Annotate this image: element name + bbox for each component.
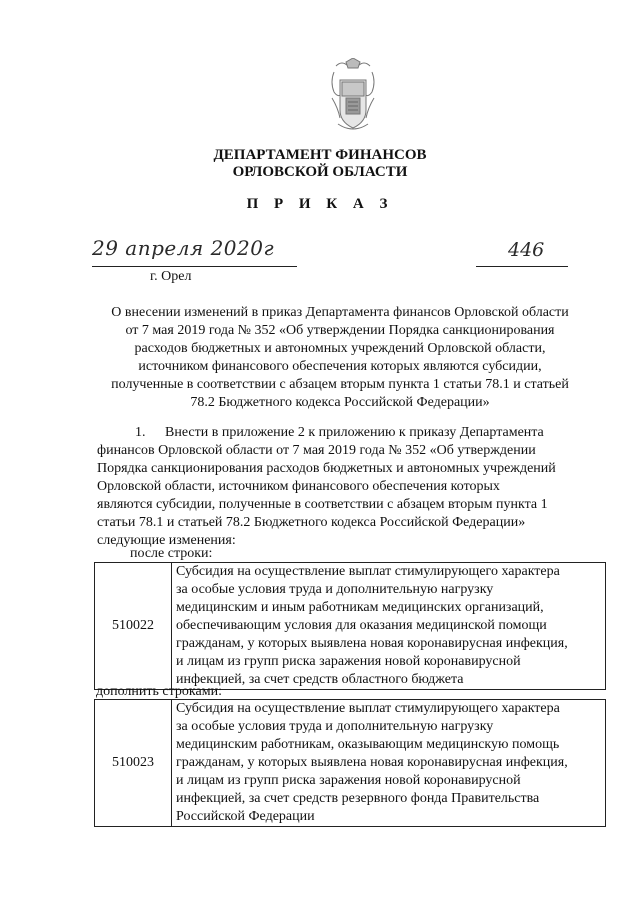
- paragraph-line: Орловской области, источником финансового обеспечения которых: [97, 479, 500, 494]
- row-description: [172, 700, 606, 827]
- description-line: за особые условия труда и дополнительную нагрузку: [176, 719, 494, 734]
- description-line: обеспечивающим условия для оказания медицинской помощи: [176, 618, 547, 633]
- description-line: за особые условия труда и дополнительную нагрузку: [176, 582, 494, 597]
- coat-of-arms-emblem: [328, 58, 378, 136]
- row-code: 510022: [95, 563, 172, 690]
- description-line: гражданам, у которых выявлена новая коронавирусная инфекция,: [176, 636, 568, 651]
- new-row-table: [94, 699, 606, 827]
- subject-line: О внесении изменений в приказ Департамента финансов Орловской области: [111, 305, 569, 320]
- subject-line: полученные в соответствии с абзацем вторым пункта 1 статьи 78.1 и статьей: [111, 377, 569, 392]
- description-line: инфекцией, за счет средств резервного фонда Правительства: [176, 791, 540, 806]
- after-row-label: после строки:: [130, 546, 213, 561]
- subject-line: расходов бюджетных и автономных учреждений Орловской области,: [134, 341, 546, 356]
- department-name-line2: ОРЛОВСКОЙ ОБЛАСТИ: [232, 164, 408, 180]
- subject-line: от 7 мая 2019 года № 352 «Об утверждении Порядка санкционирования: [125, 323, 555, 338]
- description-line: медицинским и иным работникам медицинских организаций,: [176, 600, 544, 615]
- paragraph-number: 1.: [135, 425, 146, 440]
- handwritten-date: 29 апреля 2020г: [92, 236, 275, 260]
- paragraph-line: являются субсидии, полученные в соответствии с абзацем вторым пункта 1: [97, 497, 548, 512]
- order-subject: [80, 304, 600, 412]
- paragraph-line: следующие изменения:: [97, 533, 236, 548]
- description-line: инфекцией, за счет средств областного бюджета: [176, 672, 464, 687]
- department-name-line1: ДЕПАРТАМЕНТ ФИНАНСОВ: [213, 147, 427, 163]
- description-line: Субсидия на осуществление выплат стимулирующего характера: [176, 701, 560, 716]
- table-row: [95, 700, 606, 827]
- description-line: медицинским работникам, оказывающим медицинскую помощь: [176, 737, 560, 752]
- city-label: г. Орел: [150, 269, 192, 284]
- existing-row-table: [94, 562, 606, 690]
- row-code: 510023: [95, 700, 172, 827]
- description-line: Российской Федерации: [176, 809, 315, 824]
- row-description: [172, 563, 606, 690]
- handwritten-order-number: 446: [508, 239, 545, 261]
- description-line: и лицам из групп риска заражения новой коронавирусной: [176, 773, 521, 788]
- description-line: гражданам, у которых выявлена новая коронавирусная инфекция,: [176, 755, 568, 770]
- paragraph-line: Порядка санкционирования расходов бюджетных и автономных учреждений: [97, 461, 556, 476]
- paragraph-text: Внести в приложение 2 к приложению к приказу Департамента: [165, 425, 544, 440]
- number-underline: [476, 266, 568, 267]
- date-underline: [92, 266, 297, 267]
- add-rows-label: дополнить строками:: [96, 684, 222, 699]
- description-line: Субсидия на осуществление выплат стимулирующего характера: [176, 564, 560, 579]
- subject-line: 78.2 Бюджетного кодекса Российской Федерации»: [190, 395, 490, 410]
- paragraph-line: [97, 424, 599, 442]
- description-line: и лицам из групп риска заражения новой коронавирусной: [176, 654, 521, 669]
- paragraph-line: финансов Орловской области от 7 мая 2019 года № 352 «Об утверждении: [97, 443, 536, 458]
- subject-line: источником финансового обеспечения которых являются субсидии,: [138, 359, 542, 374]
- paragraph-1: [97, 424, 599, 550]
- table-row: [95, 563, 606, 690]
- document-title: П Р И К А З: [246, 196, 394, 212]
- paragraph-line: статьи 78.1 и статьей 78.2 Бюджетного кодекса Российской Федерации»: [97, 515, 526, 530]
